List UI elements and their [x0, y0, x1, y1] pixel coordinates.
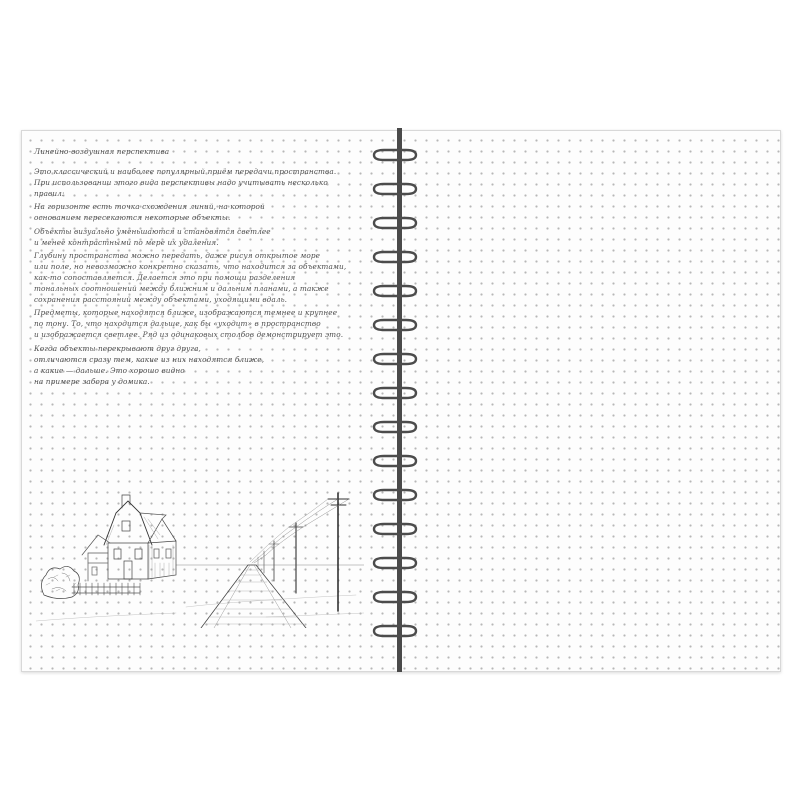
paragraph-3: Объекты визуально уменьшаются и становятся светлее и менее контрастными по мере их удаления.	[34, 226, 271, 247]
spiral-ring-icon	[370, 522, 420, 536]
right-page	[414, 131, 780, 671]
spiral-ring-icon	[370, 318, 420, 332]
page-heading: Линейно-воздушная перспектива	[34, 147, 170, 156]
spiral-ring-icon	[370, 454, 420, 468]
left-page	[22, 131, 394, 671]
spiral-ring-icon	[370, 284, 420, 298]
spiral-ring-icon	[370, 556, 420, 570]
spiral-ring-icon	[370, 386, 420, 400]
paragraph-5: Предметы, которые находятся ближе, изображаются темнее и крупнее по тону. То, что находится дальше, как бы «уходит» в пространство и изображается светлее. Ряд из одинаковых столбов демонстрирует это.	[34, 308, 344, 340]
paragraph-2: На горизонте есть точка схождения линий, на которой основанием пересекаются некоторые объекты.	[34, 202, 265, 223]
spiral-ring-icon	[370, 420, 420, 434]
spiral-ring-icon	[370, 624, 420, 638]
paragraph-1: Это классический и наиболее популярный приём передачи пространства. При использовании этого вида перспективы надо учитывать несколько правил:	[34, 167, 337, 199]
spiral-ring-icon	[370, 216, 420, 230]
spiral-ring-icon	[370, 352, 420, 366]
paragraph-4: Глубину пространства можно передать, даже рисуя открытое море или поле, но невозможно конкретно сказать, что находится за объектами, как-то сопоставляется. Делается это при помощи разделения тональных соотношений между ближним и дальним планами, а также сохранения расстояний между объектами, уходящими вдаль.	[34, 250, 347, 305]
spiral-ring-icon	[370, 148, 420, 162]
spiral-ring-icon	[370, 250, 420, 264]
perspective-sketch-illustration	[36, 483, 364, 628]
spiral-binding	[370, 148, 420, 658]
left-page-text	[34, 146, 376, 389]
paragraph-6: Когда объекты перекрывают друг друга, отличаются сразу тем, какие из них находятся ближе, а какие — дальше. Это хорошо видно на примере забора у домика.	[34, 343, 265, 386]
spiral-ring-icon	[370, 590, 420, 604]
spiral-ring-icon	[370, 488, 420, 502]
spiral-ring-icon	[370, 182, 420, 196]
